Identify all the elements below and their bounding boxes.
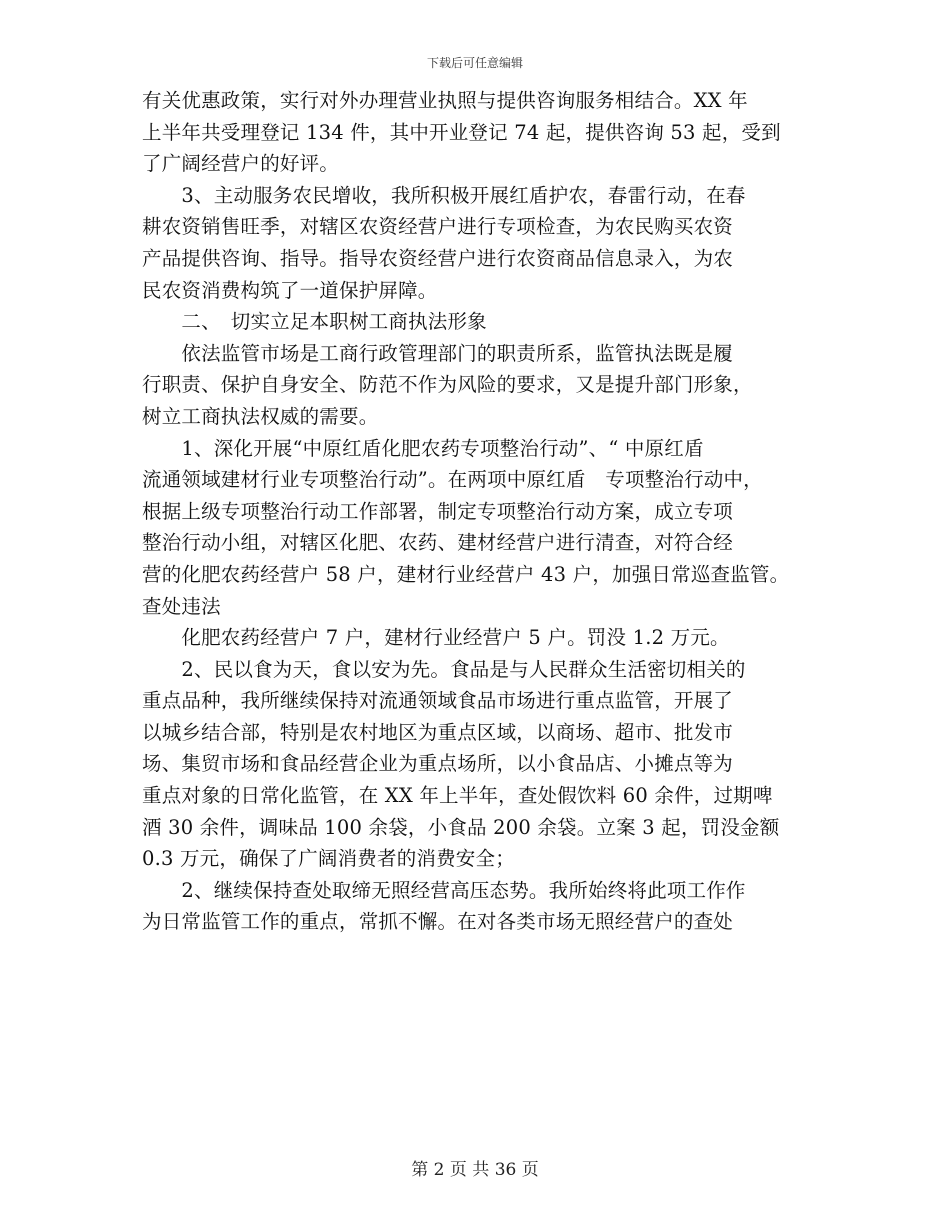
body-line: 行职责、保护自身安全、防范不作为风险的要求，又是提升部门形象， [142, 373, 753, 397]
body-line: 3、主动服务农民增收，我所积极开展红盾护农，春雷行动，在春 [142, 183, 746, 207]
page-footer: 第 2 页 共 36 页 [411, 1160, 539, 1180]
body-line: 耕农资销售旺季，对辖区农资经营户进行专项检查，为农民购买农资 [142, 215, 734, 239]
body-line: 酒 30 余件，调味品 100 余袋，小食品 200 余袋。立案 3 起，罚没金额 [142, 815, 780, 839]
body-line: 1、深化开展“中原红盾化肥农药专项整治行动”、“ 中原红盾 [142, 436, 704, 460]
body-line: 营的化肥农药经营户 58 户，建材行业经营户 43 户，加强日常巡查监管。 [142, 562, 790, 586]
body-line: 树立工商执法权威的需要。 [142, 404, 379, 428]
body-line: 场、集贸市场和食品经营企业为重点场所，以小食品店、小摊点等为 [142, 752, 734, 776]
body-line: 了广阔经营户的好评。 [142, 152, 340, 176]
body-line: 整治行动小组，对辖区化肥、农药、建材经营户进行清查，对符合经 [142, 531, 734, 555]
body-line: 产品提供咨询、指导。指导农资经营户进行农资商品信息录入，为农 [142, 246, 734, 270]
document-body [142, 85, 822, 938]
body-line: 以城乡结合部，特别是农村地区为重点区域，以商场、超市、批发市 [142, 720, 734, 744]
body-line: 化肥农药经营户 7 户，建材行业经营户 5 户。罚没 1.2 万元。 [142, 626, 730, 650]
body-line: 民农资消费构筑了一道保护屏障。 [142, 278, 438, 302]
body-line: 重点品种，我所继续保持对流通领域食品市场进行重点监管，开展了 [142, 689, 734, 713]
body-line: 根据上级专项整治行动工作部署，制定专项整治行动方案，成立专项 [142, 499, 734, 523]
body-line: 为日常监管工作的重点，常抓不懈。在对各类市场无照经营户的查处 [142, 910, 734, 934]
body-line: 2、继续保持查处取缔无照经营高压态势。我所始终将此项工作作 [142, 878, 746, 902]
body-line: 重点对象的日常化监管，在 XX 年上半年，查处假饮料 60 余件，过期啤 [142, 784, 773, 808]
body-line: 有关优惠政策，实行对外办理营业执照与提供咨询服务相结合。XX 年 [142, 89, 748, 112]
body-line: 上半年共受理登记 134 件，其中开业登记 74 起，提供咨询 53 起，受到 [142, 120, 781, 144]
page-header: 下载后可任意编辑 [426, 56, 523, 70]
body-line: 流通领域建材行业专项整治行动”。在两项中原红盾 专项整治行动中， [142, 468, 763, 492]
body-line: 依法监管市场是工商行政管理部门的职责所系，监管执法既是履 [142, 341, 734, 365]
section-heading: 二、 切实立足本职树工商执法形象 [142, 310, 487, 334]
body-line: 0.3 万元，确保了广阔消费者的消费安全； [142, 847, 515, 871]
body-line: 查处违法 [142, 594, 221, 618]
body-line: 2、民以食为天，食以安为先。食品是与人民群众生活密切相关的 [142, 657, 746, 681]
